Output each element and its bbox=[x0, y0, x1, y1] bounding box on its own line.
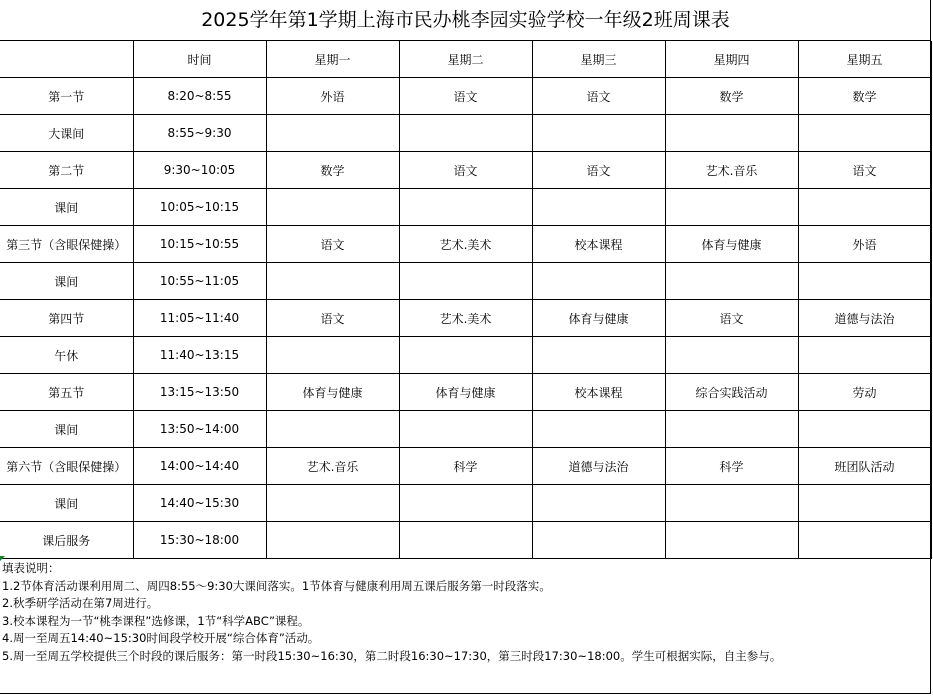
table-row bbox=[0, 337, 931, 374]
subject-cell[interactable] bbox=[532, 411, 665, 448]
subject-cell[interactable] bbox=[399, 485, 532, 522]
subject-cell[interactable] bbox=[665, 485, 798, 522]
subject-cell[interactable] bbox=[532, 115, 665, 152]
subject-cell[interactable]: 班团队活动 bbox=[798, 448, 931, 485]
subject-cell[interactable]: 语文 bbox=[266, 226, 399, 263]
subject-cell[interactable] bbox=[665, 263, 798, 300]
header-cell[interactable]: 星期五 bbox=[798, 41, 931, 78]
subject-cell[interactable]: 语文 bbox=[798, 152, 931, 189]
subject-cell[interactable] bbox=[798, 485, 931, 522]
period-cell[interactable]: 第五节 bbox=[0, 374, 133, 411]
notes-heading: 填表说明： bbox=[2, 561, 60, 575]
time-cell[interactable]: 13:50~14:00 bbox=[133, 411, 266, 448]
time-cell[interactable]: 8:55~9:30 bbox=[133, 115, 266, 152]
time-cell[interactable]: 10:15~10:55 bbox=[133, 226, 266, 263]
subject-cell[interactable]: 语文 bbox=[665, 300, 798, 337]
period-cell[interactable]: 大课间 bbox=[0, 115, 133, 152]
subject-cell[interactable]: 艺术.美术 bbox=[399, 226, 532, 263]
subject-cell[interactable]: 道德与法治 bbox=[532, 448, 665, 485]
time-cell[interactable]: 10:05~10:15 bbox=[133, 189, 266, 226]
note-item: 3.校本课程为一节“桃李课程”选修课，1节“科学ABC”课程。 bbox=[2, 613, 310, 628]
table-row bbox=[0, 226, 931, 263]
subject-cell[interactable]: 科学 bbox=[399, 448, 532, 485]
subject-cell[interactable] bbox=[665, 522, 798, 559]
subject-cell[interactable] bbox=[266, 485, 399, 522]
note-item: 2.秋季研学活动在第7周进行。 bbox=[2, 596, 159, 610]
note-item: 1.2节体育活动课利用周二、周四8:55～9:30大课间落实。1节体育与健康利用周五课后服务第一时段落实。 bbox=[2, 578, 551, 593]
period-cell[interactable]: 第六节（含眼保健操） bbox=[0, 448, 133, 485]
subject-cell[interactable] bbox=[399, 189, 532, 226]
subject-cell[interactable]: 校本课程 bbox=[532, 374, 665, 411]
subject-cell[interactable]: 科学 bbox=[665, 448, 798, 485]
subject-cell[interactable] bbox=[665, 411, 798, 448]
subject-cell[interactable] bbox=[798, 115, 931, 152]
subject-cell[interactable] bbox=[665, 337, 798, 374]
subject-cell[interactable]: 语文 bbox=[532, 78, 665, 115]
subject-cell[interactable]: 校本课程 bbox=[532, 226, 665, 263]
notes-section bbox=[2, 560, 927, 665]
subject-cell[interactable]: 体育与健康 bbox=[532, 300, 665, 337]
table-row bbox=[0, 485, 931, 522]
subject-cell[interactable] bbox=[266, 115, 399, 152]
period-cell[interactable]: 课间 bbox=[0, 189, 133, 226]
note-item: 4.周一至周五14:40~15:30时间段学校开展“综合体育”活动。 bbox=[2, 631, 320, 645]
subject-cell[interactable] bbox=[798, 411, 931, 448]
subject-cell[interactable]: 语文 bbox=[399, 78, 532, 115]
subject-cell[interactable] bbox=[399, 263, 532, 300]
note-item: 5.周一至周五学校提供三个时段的课后服务：第一时段15:30~16:30，第二时段16:30~17:30，第三时段17:30~18:00。学生可根据实际，自主参与。 bbox=[2, 648, 782, 663]
subject-cell[interactable]: 语文 bbox=[532, 152, 665, 189]
subject-cell[interactable]: 体育与健康 bbox=[266, 374, 399, 411]
subject-cell[interactable]: 综合实践活动 bbox=[665, 374, 798, 411]
subject-cell[interactable]: 语文 bbox=[266, 300, 399, 337]
header-cell[interactable]: 星期一 bbox=[266, 41, 399, 78]
subject-cell[interactable]: 艺术.美术 bbox=[399, 300, 532, 337]
period-cell[interactable]: 第二节 bbox=[0, 152, 133, 189]
period-cell[interactable]: 课间 bbox=[0, 263, 133, 300]
table-row bbox=[0, 411, 931, 448]
subject-cell[interactable] bbox=[665, 189, 798, 226]
subject-cell[interactable]: 体育与健康 bbox=[665, 226, 798, 263]
subject-cell[interactable] bbox=[532, 263, 665, 300]
header-cell[interactable]: 星期二 bbox=[399, 41, 532, 78]
subject-cell[interactable] bbox=[798, 263, 931, 300]
time-cell[interactable]: 11:05~11:40 bbox=[133, 300, 266, 337]
cell-comment-marker-icon bbox=[0, 556, 5, 561]
subject-cell[interactable] bbox=[532, 522, 665, 559]
period-cell[interactable]: 课间 bbox=[0, 411, 133, 448]
subject-cell[interactable] bbox=[399, 411, 532, 448]
time-cell[interactable]: 10:55~11:05 bbox=[133, 263, 266, 300]
table-row bbox=[0, 374, 931, 411]
subject-cell[interactable] bbox=[665, 115, 798, 152]
subject-cell[interactable] bbox=[532, 485, 665, 522]
page-title: 2025学年第1学期上海市民办桃李园实验学校一年级2班周课表 bbox=[0, 0, 931, 41]
table-row bbox=[0, 152, 931, 189]
period-cell[interactable]: 第四节 bbox=[0, 300, 133, 337]
table-row bbox=[0, 189, 931, 226]
header-cell[interactable]: 时间 bbox=[133, 41, 266, 78]
table-row bbox=[0, 115, 931, 152]
subject-cell[interactable]: 外语 bbox=[266, 78, 399, 115]
header-cell-blank[interactable] bbox=[0, 41, 133, 78]
period-cell[interactable]: 课后服务 bbox=[0, 522, 133, 559]
subject-cell[interactable]: 数学 bbox=[798, 78, 931, 115]
table-row bbox=[0, 263, 931, 300]
subject-cell[interactable] bbox=[399, 337, 532, 374]
table-row bbox=[0, 300, 931, 337]
subject-cell[interactable]: 数学 bbox=[665, 78, 798, 115]
header-row bbox=[0, 41, 931, 78]
time-cell[interactable]: 15:30~18:00 bbox=[133, 522, 266, 559]
subject-cell[interactable]: 劳动 bbox=[798, 374, 931, 411]
subject-cell[interactable] bbox=[399, 115, 532, 152]
subject-cell[interactable] bbox=[266, 263, 399, 300]
time-cell[interactable]: 13:15~13:50 bbox=[133, 374, 266, 411]
period-cell[interactable]: 第三节（含眼保健操） bbox=[0, 226, 133, 263]
schedule-table bbox=[0, 41, 932, 559]
subject-cell[interactable] bbox=[532, 189, 665, 226]
subject-cell[interactable] bbox=[798, 522, 931, 559]
subject-cell[interactable] bbox=[532, 337, 665, 374]
subject-cell[interactable] bbox=[266, 522, 399, 559]
time-cell[interactable]: 11:40~13:15 bbox=[133, 337, 266, 374]
table-row bbox=[0, 522, 931, 559]
subject-cell[interactable] bbox=[266, 337, 399, 374]
period-cell[interactable]: 午休 bbox=[0, 337, 133, 374]
table-row bbox=[0, 78, 931, 115]
table-row bbox=[0, 448, 931, 485]
period-cell[interactable]: 课间 bbox=[0, 485, 133, 522]
subject-cell[interactable]: 外语 bbox=[798, 226, 931, 263]
subject-cell[interactable] bbox=[798, 189, 931, 226]
time-cell[interactable]: 14:40~15:30 bbox=[133, 485, 266, 522]
subject-cell[interactable]: 数学 bbox=[266, 152, 399, 189]
subject-cell[interactable]: 艺术.音乐 bbox=[665, 152, 798, 189]
subject-cell[interactable] bbox=[798, 337, 931, 374]
time-cell[interactable]: 8:20~8:55 bbox=[133, 78, 266, 115]
header-cell[interactable]: 星期三 bbox=[532, 41, 665, 78]
subject-cell[interactable] bbox=[399, 522, 532, 559]
period-cell[interactable]: 第一节 bbox=[0, 78, 133, 115]
time-cell[interactable]: 14:00~14:40 bbox=[133, 448, 266, 485]
header-cell[interactable]: 星期四 bbox=[665, 41, 798, 78]
subject-cell[interactable] bbox=[266, 189, 399, 226]
subject-cell[interactable] bbox=[266, 411, 399, 448]
subject-cell[interactable]: 体育与健康 bbox=[399, 374, 532, 411]
subject-cell[interactable]: 道德与法治 bbox=[798, 300, 931, 337]
subject-cell[interactable]: 语文 bbox=[399, 152, 532, 189]
subject-cell[interactable]: 艺术.音乐 bbox=[266, 448, 399, 485]
time-cell[interactable]: 9:30~10:05 bbox=[133, 152, 266, 189]
